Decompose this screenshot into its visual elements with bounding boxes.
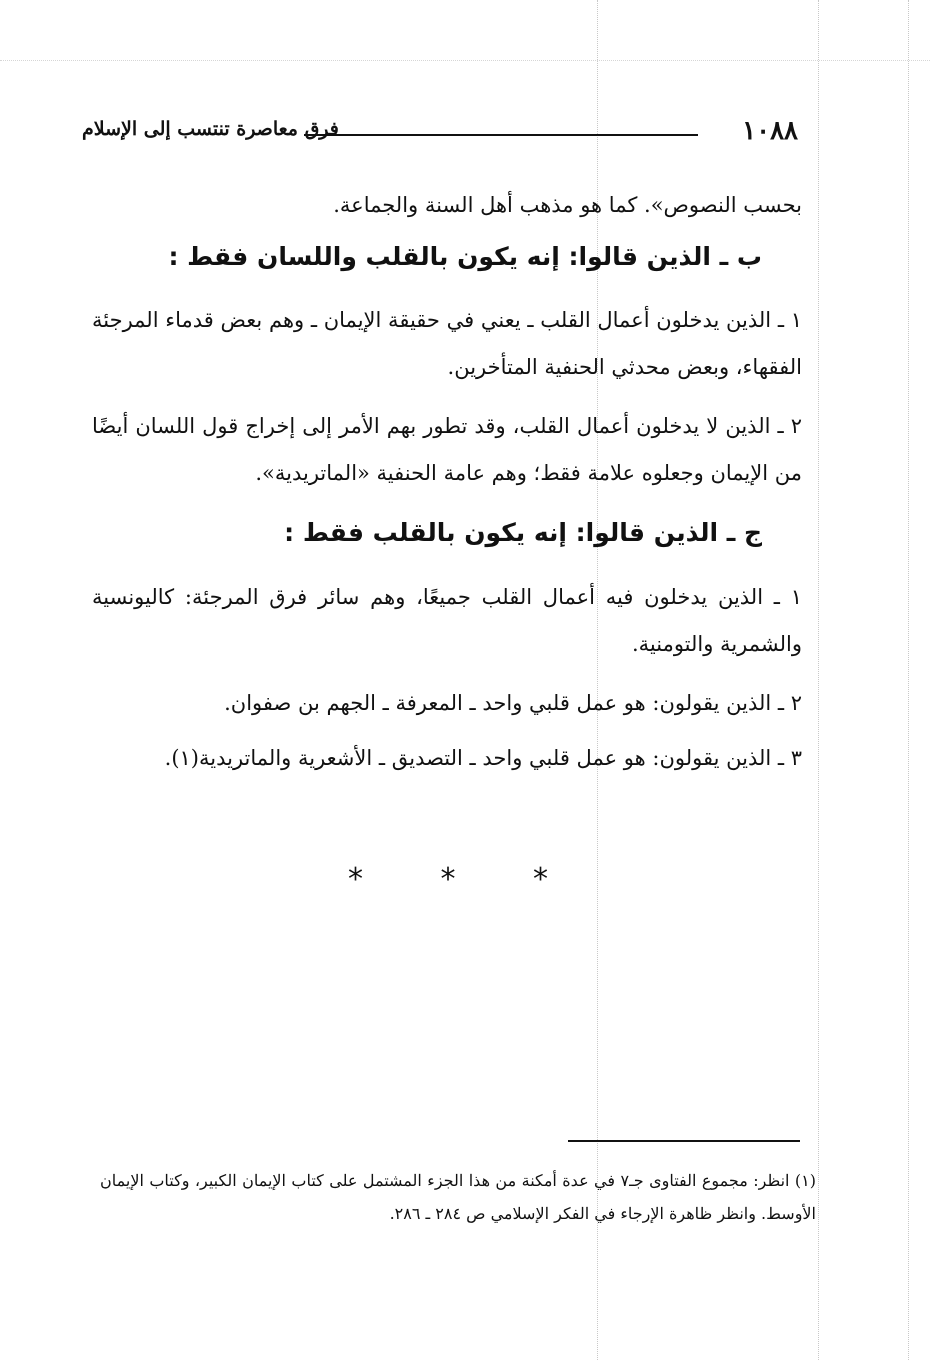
intro-line: بحسب النصوص». كما هو مذهب أهل السنة والجماعة. [333,193,802,217]
running-header [82,112,798,152]
scan-guide-line [908,0,909,1360]
scan-guide-line [818,0,819,1360]
section-b-item-2: ٢ ـ الذين لا يدخلون أعمال القلب، وقد تطور بهم الأمر إلى إخراج قول اللسان أيضًا من الإيمان وجعلوه علامة فقط؛ وهم عامة الحنفية «الماتريدية». [92,414,802,485]
footnote: (١) انظر: مجموع الفتاوى جـ٧ في عدة أمكنة من هذا الجزء المشتمل على كتاب الإيمان الكبير، وكتاب الإيمان الأوسط. وانظر ظاهرة الإرجاء في الفكر الإسلامي ص ٢٨٤ ـ ٢٨٦. [100,1171,817,1223]
page-number: ١٠٨٨ [742,116,798,146]
section-separator: * * * [347,862,583,897]
section-c-item-3: ٣ ـ الذين يقولون: هو عمل قلبي واحد ـ التصديق ـ الأشعرية والماتريدية(١). [164,746,802,770]
running-title: فرق معاصرة تنتسب إلى الإسلام [82,118,339,140]
scan-guide-line [0,60,930,61]
section-c-item-1: ١ ـ الذين يدخلون فيه أعمال القلب جميعًا، وهم سائر فرق المرجئة: كاليونسية والشمرية والتومنية. [92,585,802,656]
footnote-rule [568,1140,800,1142]
header-rule [304,134,698,136]
section-c-heading: ج ـ الذين قالوا: إنه يكون بالقلب فقط : [284,518,762,547]
section-c-item-2: ٢ ـ الذين يقولون: هو عمل قلبي واحد ـ المعرفة ـ الجهم بن صفوان. [224,691,802,715]
section-b-item-1: ١ ـ الذين يدخلون أعمال القلب ـ يعني في حقيقة الإيمان ـ وهم بعض قدماء المرجئة الفقهاء، وبعض محدثي الحنفية المتأخرين. [92,308,802,379]
section-b-heading: ب ـ الذين قالوا: إنه يكون بالقلب واللسان فقط : [168,242,762,271]
